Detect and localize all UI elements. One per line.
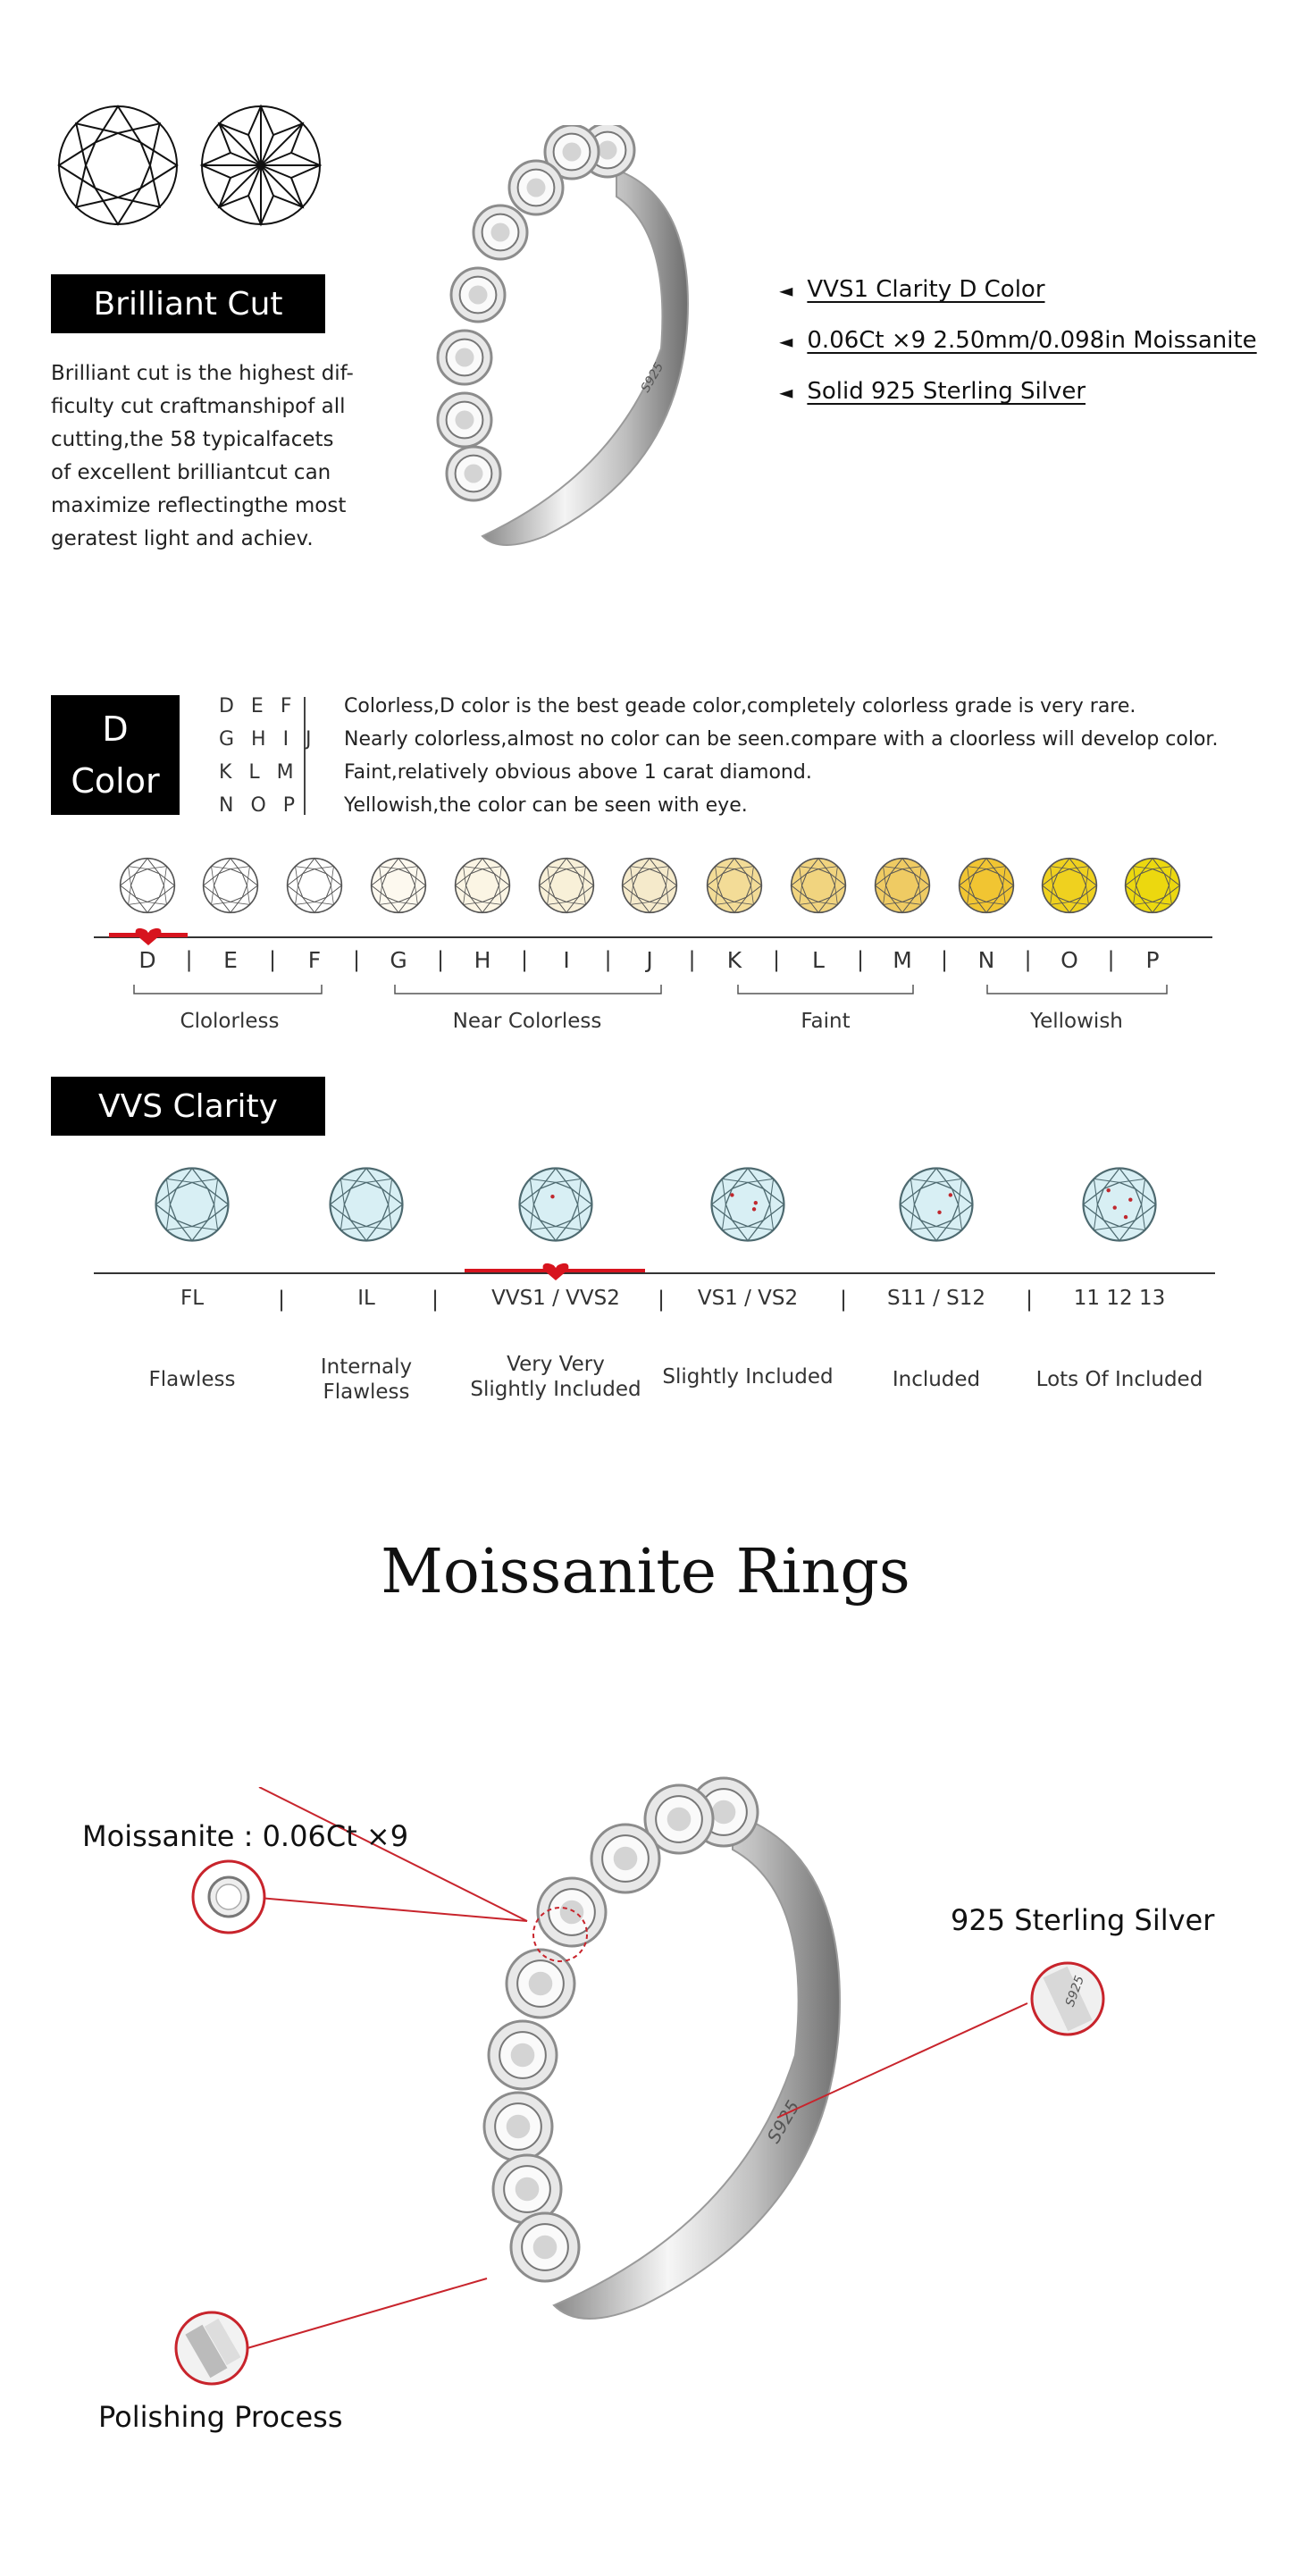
color-grade-letter: N — [977, 947, 995, 973]
stone-detail-circle — [190, 1859, 267, 1935]
color-gem-icon — [201, 856, 260, 919]
clarity-separator: | — [657, 1287, 666, 1312]
ring-stone — [451, 268, 505, 322]
color-separator: | — [268, 947, 277, 972]
color-gem-icon — [705, 856, 764, 919]
description-line: ficulty cut craftmanshipof all — [51, 395, 346, 418]
grade-description: Colorless,D color is the best geade color,completely colorless grade is very rare. — [344, 695, 1136, 717]
clarity-code: VVS1 / VVS2 — [491, 1287, 620, 1310]
clarity-gem-icon — [708, 1165, 787, 1247]
ring-product-image — [393, 125, 715, 572]
polish-detail-circle — [173, 2310, 250, 2387]
color-scale-line — [94, 936, 1212, 938]
color-grade-letter: G — [390, 947, 407, 973]
color-grade-letter: M — [893, 947, 912, 973]
clarity-name-line: Flawless — [148, 1368, 236, 1391]
clarity-code: FL — [180, 1287, 205, 1310]
grade-code: G H I J — [219, 728, 317, 751]
clarity-code: 11 12 13 — [1073, 1287, 1166, 1310]
color-group-label: Faint — [801, 1010, 851, 1033]
brilliant-cut-description — [51, 357, 373, 556]
clarity-name — [470, 1352, 641, 1402]
color-grade-letter: P — [1145, 947, 1160, 973]
clarity-name — [662, 1364, 833, 1389]
spec-text: 0.06Ct ×9 2.50mm/0.098in Moissanite — [807, 327, 1257, 354]
color-grade-letter: F — [307, 947, 322, 973]
clarity-scale-line — [94, 1272, 1215, 1274]
color-group-brackets — [0, 983, 1291, 1001]
spec-text: Solid 925 Sterling Silver — [807, 378, 1086, 405]
diamond-crown-icon — [55, 103, 180, 228]
polish-callout-label: Polishing Process — [98, 2400, 343, 2434]
silver-detail-circle — [1029, 1960, 1106, 2037]
grade-divider — [304, 697, 306, 815]
description-line: Brilliant cut is the highest dif- — [51, 362, 354, 385]
color-gem-icon — [873, 856, 932, 919]
color-separator: | — [604, 947, 612, 972]
color-gem-icon — [620, 856, 679, 919]
clarity-name-line: Lots Of Included — [1035, 1368, 1203, 1391]
description-line: geratest light and achiev. — [51, 527, 314, 550]
color-gem-icon — [285, 856, 344, 919]
spec-item — [779, 327, 1257, 354]
ring-stamp: S925 — [1062, 1974, 1088, 2010]
color-grade-letter: H — [474, 947, 491, 973]
color-gem-icon — [1123, 856, 1182, 919]
clarity-name — [893, 1367, 980, 1392]
color-separator: | — [352, 947, 361, 972]
grade-description: Nearly colorless,almost no color can be seen.compare with a cloorless will develop color. — [344, 728, 1219, 751]
clarity-gem-icon — [1080, 1165, 1159, 1247]
grade-code: K L M — [219, 761, 299, 784]
clarity-gem-icon — [153, 1165, 231, 1247]
heart-marker-icon — [541, 1263, 570, 1280]
grade-code: N O P — [219, 794, 301, 817]
clarity-name — [321, 1355, 412, 1405]
clarity-separator: | — [277, 1287, 286, 1312]
spec-item — [779, 378, 1086, 405]
color-box-letter: D — [102, 709, 129, 749]
clarity-code: S11 / S12 — [886, 1287, 986, 1310]
color-gem-icon — [453, 856, 512, 919]
color-grade-letter: K — [726, 947, 742, 973]
grade-description: Faint,relatively obvious above 1 carat diamond. — [344, 761, 812, 784]
diamond-pavilion-icon — [198, 103, 323, 228]
left-triangle-icon: ◄ — [779, 382, 793, 403]
clarity-name-line: Included — [892, 1368, 981, 1391]
spec-item — [779, 276, 1045, 303]
color-separator: | — [1107, 947, 1115, 972]
color-grade-letter: E — [223, 947, 238, 973]
clarity-code: IL — [357, 1287, 375, 1310]
color-separator: | — [772, 947, 781, 972]
silver-callout-label: 925 Sterling Silver — [951, 1903, 1215, 1937]
color-separator: | — [185, 947, 193, 972]
ring-stone — [447, 447, 500, 500]
heart-marker-icon — [134, 927, 163, 945]
clarity-gem-icon — [897, 1165, 976, 1247]
moissanite-rings-title: Moissanite Rings — [381, 1537, 910, 1607]
color-gem-icon — [118, 856, 177, 919]
color-separator: | — [520, 947, 529, 972]
color-gem-icon — [537, 856, 596, 919]
left-triangle-icon: ◄ — [779, 280, 793, 301]
color-separator: | — [688, 947, 696, 972]
color-gem-icon — [957, 856, 1016, 919]
color-box-label: Color — [71, 761, 160, 801]
color-grade-letter: J — [646, 947, 653, 973]
color-grade-letter: L — [812, 947, 825, 973]
color-grade-box — [51, 695, 180, 815]
clarity-name-line: Slightly Included — [470, 1378, 641, 1401]
color-grade-letter: O — [1060, 947, 1078, 973]
clarity-separator: | — [839, 1287, 848, 1312]
ring-stamp: S925 — [762, 2096, 804, 2147]
clarity-name — [1036, 1367, 1203, 1392]
grade-code: D E F — [219, 695, 298, 717]
clarity-separator: | — [1025, 1287, 1034, 1312]
clarity-name-line: Slightly Included — [662, 1365, 834, 1389]
color-group-label: Yellowish — [1030, 1010, 1123, 1033]
stone-callout-label: Moissanite : 0.06Ct ×9 — [82, 1819, 409, 1853]
ring-stamp: S925 — [638, 360, 667, 395]
clarity-separator: | — [431, 1287, 440, 1312]
ring-stone — [438, 393, 491, 447]
clarity-title: VVS Clarity — [51, 1077, 325, 1136]
clarity-name — [148, 1367, 235, 1392]
color-group-label: Clolorless — [180, 1010, 280, 1033]
clarity-code: VS1 / VS2 — [697, 1287, 799, 1310]
color-separator: | — [436, 947, 445, 972]
clarity-name-line: Internaly — [320, 1355, 413, 1379]
clarity-gem-icon — [516, 1165, 595, 1247]
brilliant-cut-title: Brilliant Cut — [51, 274, 325, 333]
color-gem-icon — [369, 856, 428, 919]
description-line: cutting,the 58 typicalfacets — [51, 428, 334, 451]
ring-stone — [438, 331, 491, 384]
color-separator: | — [856, 947, 865, 972]
color-group-label: Near Colorless — [452, 1010, 602, 1033]
color-grade-letter: D — [138, 947, 156, 973]
color-grade-letter: I — [563, 947, 570, 973]
color-gem-icon — [789, 856, 848, 919]
description-line: maximize reflectingthe most — [51, 494, 347, 517]
clarity-name-line: Flawless — [323, 1380, 410, 1404]
color-separator: | — [940, 947, 949, 972]
spec-text: VVS1 Clarity D Color — [807, 276, 1045, 303]
description-line: of excellent brilliantcut can — [51, 461, 331, 484]
ring-stone — [474, 206, 527, 259]
clarity-gem-icon — [327, 1165, 406, 1247]
left-triangle-icon: ◄ — [779, 331, 793, 352]
color-separator: | — [1024, 947, 1032, 972]
color-gem-icon — [1040, 856, 1099, 919]
ring-stone — [509, 161, 563, 214]
clarity-name-line: Very Very — [507, 1353, 605, 1376]
grade-description: Yellowish,the color can be seen with eye. — [344, 794, 748, 817]
